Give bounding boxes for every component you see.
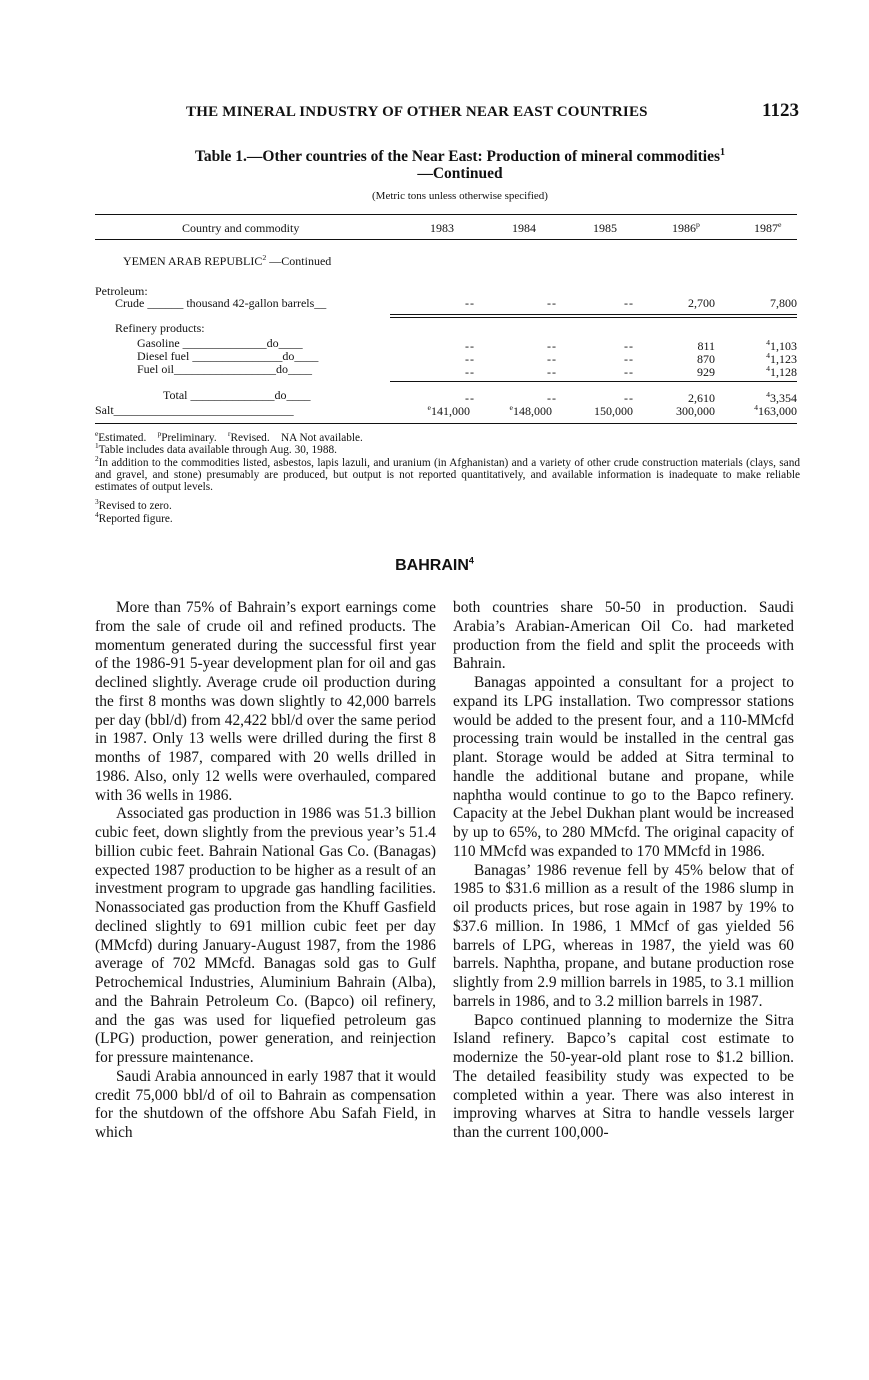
table-header-rule [95,239,797,240]
page-number: 1123 [762,100,799,121]
cell-diesel-1983: -- [465,352,475,366]
subtotal-rule [390,381,797,382]
paragraph: both countries share 50-50 in production. Saudi Arabia’s Arabian-American Oil Co. had marketed production from the field and split the proceeds with Bahrain. [453,599,794,673]
cell-crude-1985: -- [624,296,634,310]
body-column-left [95,599,436,1143]
paragraph: More than 75% of Bahrain’s export earnings come from the sale of crude oil and refined products. The momentum generated during the successful first year of the 1986-91 5-year development plan for oil and gas declined slightly. Average crude oil production during the first 8 months was down slightly to 42,000 barrels per day (bbl/d) from 42,422 bbl/d over the same period in 1987. Only 13 wells were drilled during the first 8 months of 1987, compared with 20 wells drilled in 1986. Also, only 12 wells were overhauled, compared with 36 wells in 1986. [95,599,436,804]
col-header-commodity: Country and commodity [182,221,300,235]
row-label-crude: Crude ______ thousand 42-gallon barrels__ [115,296,327,310]
subtotal-rule [390,317,797,318]
cell-diesel-1986: 870 [697,352,715,366]
table-top-rule [95,214,797,215]
col-header-1985: 1985 [593,221,617,235]
cell-crude-1986: 2,700 [688,296,715,310]
cell-diesel-1987: $^4$1,123 [766,351,797,366]
cell-total-1987: $^4$3,354 [766,390,797,405]
cell-fueloil-1984: -- [547,365,557,379]
footnote-2: $^2$In addition to the commodities listed, asbestos, lapis lazuli, and uranium (in Afghanistan) and a variety of other crude construction materials (clays, sand and gravel, and stone) presumably are produced, but output is not reported quantitatively, and available information is inadequate to make reliable estimates of output levels. [95,454,800,493]
table-subtitle: (Metric tons unless otherwise specified) [372,190,548,202]
cell-total-1985: -- [624,391,634,405]
col-header-1983: 1983 [430,221,454,235]
cell-salt-1986: 300,000 [676,404,715,418]
col-header-1984: 1984 [512,221,536,235]
country-heading: YEMEN ARAB REPUBLIC$^2$ —Continued [123,253,332,268]
cell-gasoline-1984: -- [547,339,557,353]
cell-salt-1987: $^4$163,000 [754,403,797,418]
cell-diesel-1984: -- [547,352,557,366]
row-label-salt: Salt______________________________ [95,403,294,417]
paragraph: Banagas appointed a consultant for a project to expand its LPG installation. Two compressor stations would be added to the present four, and a 110-MMcfd processing train would be installed in the central gas plant. Storage would be added at Sitra terminal to handle the additional butane and propane, while naphtha would continue to go to the Bapco refinery. Capacity at the Jebel Dukhan plant would be increased by up to 65%, to 280 MMcfd. The original capacity of 110 MMcfd was expanded to 170 MMcfd in 1986. [453,674,794,860]
cell-fueloil-1986: 929 [697,365,715,379]
footnote-1: $^1$Table includes data available through Aug. 30, 1988. [95,441,337,456]
row-label-fueloil: Fuel oil_________________do____ [137,362,313,376]
petroleum-label: Petroleum: [95,284,148,298]
cell-diesel-1985: -- [624,352,634,366]
cell-gasoline-1985: -- [624,339,634,353]
table-title: Table 1.—Other countries of the Near East: Production of mineral commodities$^1$ —Continued [194,146,726,182]
cell-crude-1984: -- [547,296,557,310]
cell-fueloil-1983: -- [465,365,475,379]
running-title: THE MINERAL INDUSTRY OF OTHER NEAR EAST COUNTRIES [186,104,648,120]
cell-crude-1983: -- [465,296,475,310]
subtotal-rule [390,314,797,315]
cell-total-1983: -- [465,391,475,405]
cell-crude-1987: 7,800 [770,296,797,310]
paragraph: Saudi Arabia announced in early 1987 that it would credit 75,000 bbl/d of oil to Bahrain as compensation for the shutdown of the offshore Abu Safah Field, in which [95,1067,436,1141]
cell-gasoline-1983: -- [465,339,475,353]
cell-salt-1984: $^e$148,000 [509,403,552,418]
cell-total-1986: 2,610 [688,391,715,405]
cell-fueloil-1985: -- [624,365,634,379]
cell-salt-1985: 150,000 [594,404,633,418]
body-column-right [453,599,794,1143]
row-label-gasoline: Gasoline ______________do____ [137,336,303,350]
footnote-3: $^3$Revised to zero. [95,497,172,512]
table-bottom-rule [95,423,797,424]
row-label-total: Total ______________do____ [163,388,311,402]
paragraph: Banagas’ 1986 revenue fell by 45% below that of 1985 to $31.6 million as a result of the 1986 slump in oil products prices, but rose again in 1987 by 19% to $37.6 million. In 1986, 1 MMcf of gas yielded 56 barrels of LPG, whereas in 1987, the yield was 60 barrels. Naphtha, propane, and butane production rose slightly from 2.9 million barrels in 1985, to 3.1 million barrels in 1986, and to 3.2 million barrels in 1987. [453,861,794,1010]
section-heading-bahrain: BAHRAIN$^4$ [395,555,474,574]
paragraph: Associated gas production in 1986 was 51.3 billion cubic feet, down slightly from the previous year’s 51.4 billion cubic feet. Bahrain National Gas Co. (Banagas) expected 1987 production to be higher as a result of an investment program to upgrade gas handling facilities. Nonassociated gas production from the Khuff Gasfield declined slightly to 691 million cubic feet per day (MMcfd) during January-August 1987, from the 1986 average of 702 MMcfd. Banagas sold gas to Gulf Petrochemical Industries, Aluminium Bahrain (Alba), and the Bahrain Petroleum Co. (Bapco) oil refinery, and the gas was used for liquefied petroleum gas (LPG) production, power generation, and reinjection for pressure maintenance. [95,805,436,1066]
cell-fueloil-1987: $^4$1,128 [766,364,797,379]
col-header-1986: 1986$^p$ [672,220,700,235]
cell-total-1984: -- [547,391,557,405]
page-header [186,100,799,126]
cell-gasoline-1987: $^4$1,103 [766,338,797,353]
footnote-abbreviations: $^e$Estimated. $^p$Preliminary. $^r$Revised. NA Not available. [95,429,363,444]
cell-gasoline-1986: 811 [697,339,715,353]
paragraph: Bapco continued planning to modernize the Sitra Island refinery. Bapco’s capital cost estimate to modernize the 50-year-old plant rose to $1.2 billion. The detailed feasibility study was expected to be completed within a year. There was also interest in improving wharves at Sitra to handle vessels larger than the current 100,000- [453,1011,794,1141]
footnote-4: $^4$Reported figure. [95,510,173,525]
col-header-1987: 1987e [754,220,782,235]
refinery-label: Refinery products: [115,321,205,335]
row-label-diesel: Diesel fuel _______________do____ [137,349,319,363]
cell-salt-1983: $^e$141,000 [427,403,470,418]
